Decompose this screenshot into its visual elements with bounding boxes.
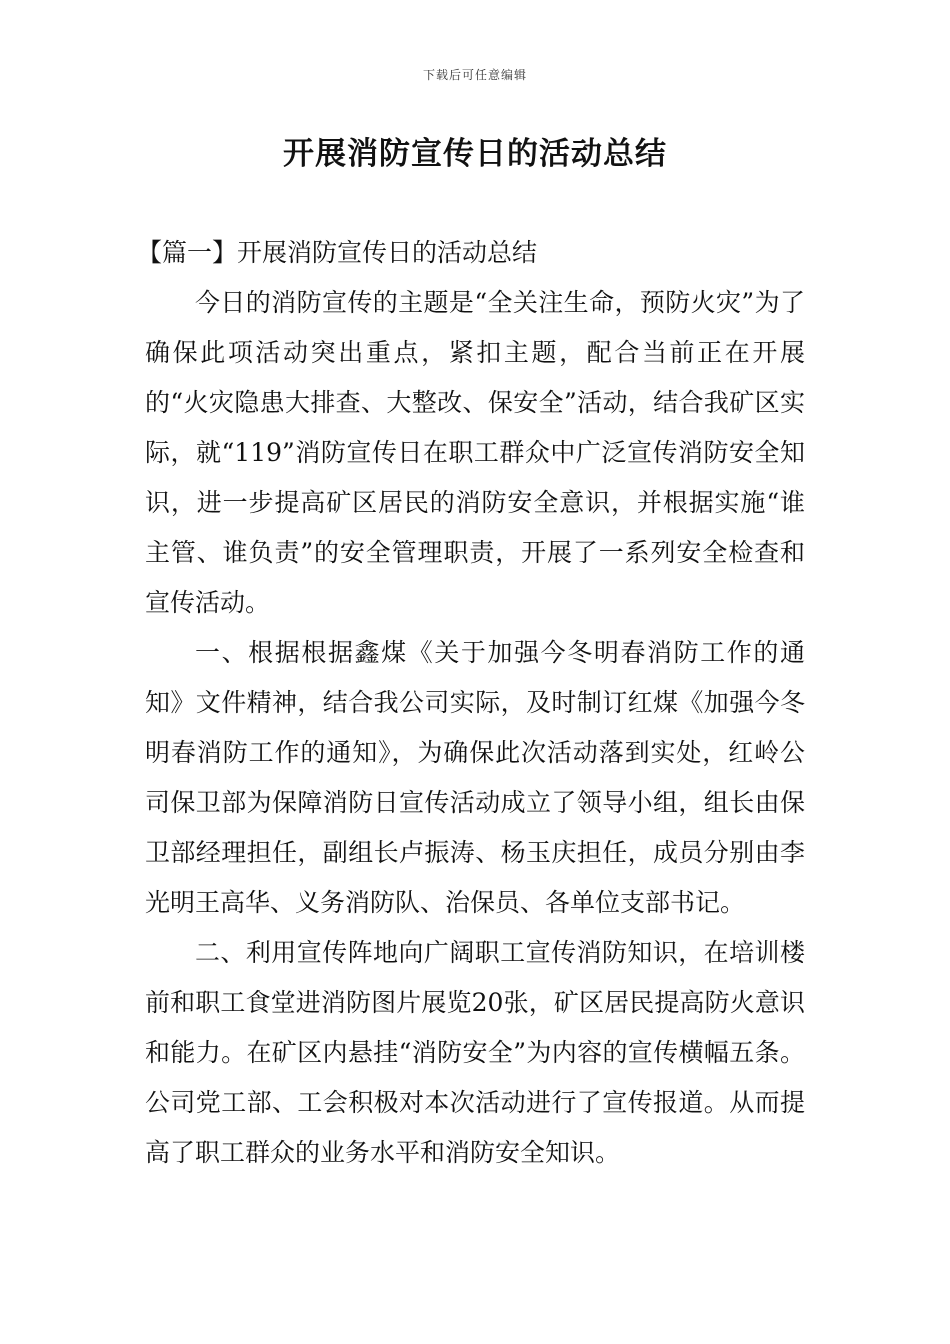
document-body <box>137 228 805 1178</box>
paragraph-item-2: 二、利用宣传阵地向广阔职工宣传消防知识，在培训楼前和职工食堂进消防图片展览20张，矿区居民提高防火意识和能力。在矿区内悬挂“消防安全”为内容的宣传横幅五条。公司党工部、工会积极对本次活动进行了宣传报道。从而提高了职工群众的业务水平和消防安全知识。 <box>145 938 805 1167</box>
document-title: 开展消防宣传日的活动总结 <box>283 136 667 172</box>
paragraph-item-1: 一、根据根据鑫煤《关于加强今冬明春消防工作的通知》文件精神，结合我公司实际，及时制订红煤《加强今冬明春消防工作的通知》，为确保此次活动落到实处，红岭公司保卫部为保障消防日宣传活动成立了领导小组，组长由保卫部经理担任，副组长卢振涛、杨玉庆担任，成员分别由李光明王高华、义务消防队、治保员、各单位支部书记。 <box>145 638 805 917</box>
paragraph-intro: 今日的消防宣传的主题是“全关注生命，预防火灾”为了确保此项活动突出重点，紧扣主题，配合当前正在开展的“火灾隐患大排查、大整改、保安全”活动，结合我矿区实际，就“119”消防宣传日在职工群众中广泛宣传消防安全知识，进一步提高矿区居民的消防安全意识，并根据实施“谁主管、谁负责”的安全管理职责，开展了一系列安全检查和宣传活动。 <box>145 288 805 617</box>
header-note: 下载后可任意编辑 <box>422 68 527 82</box>
section-heading: 【篇一】开展消防宣传日的活动总结 <box>137 238 538 267</box>
